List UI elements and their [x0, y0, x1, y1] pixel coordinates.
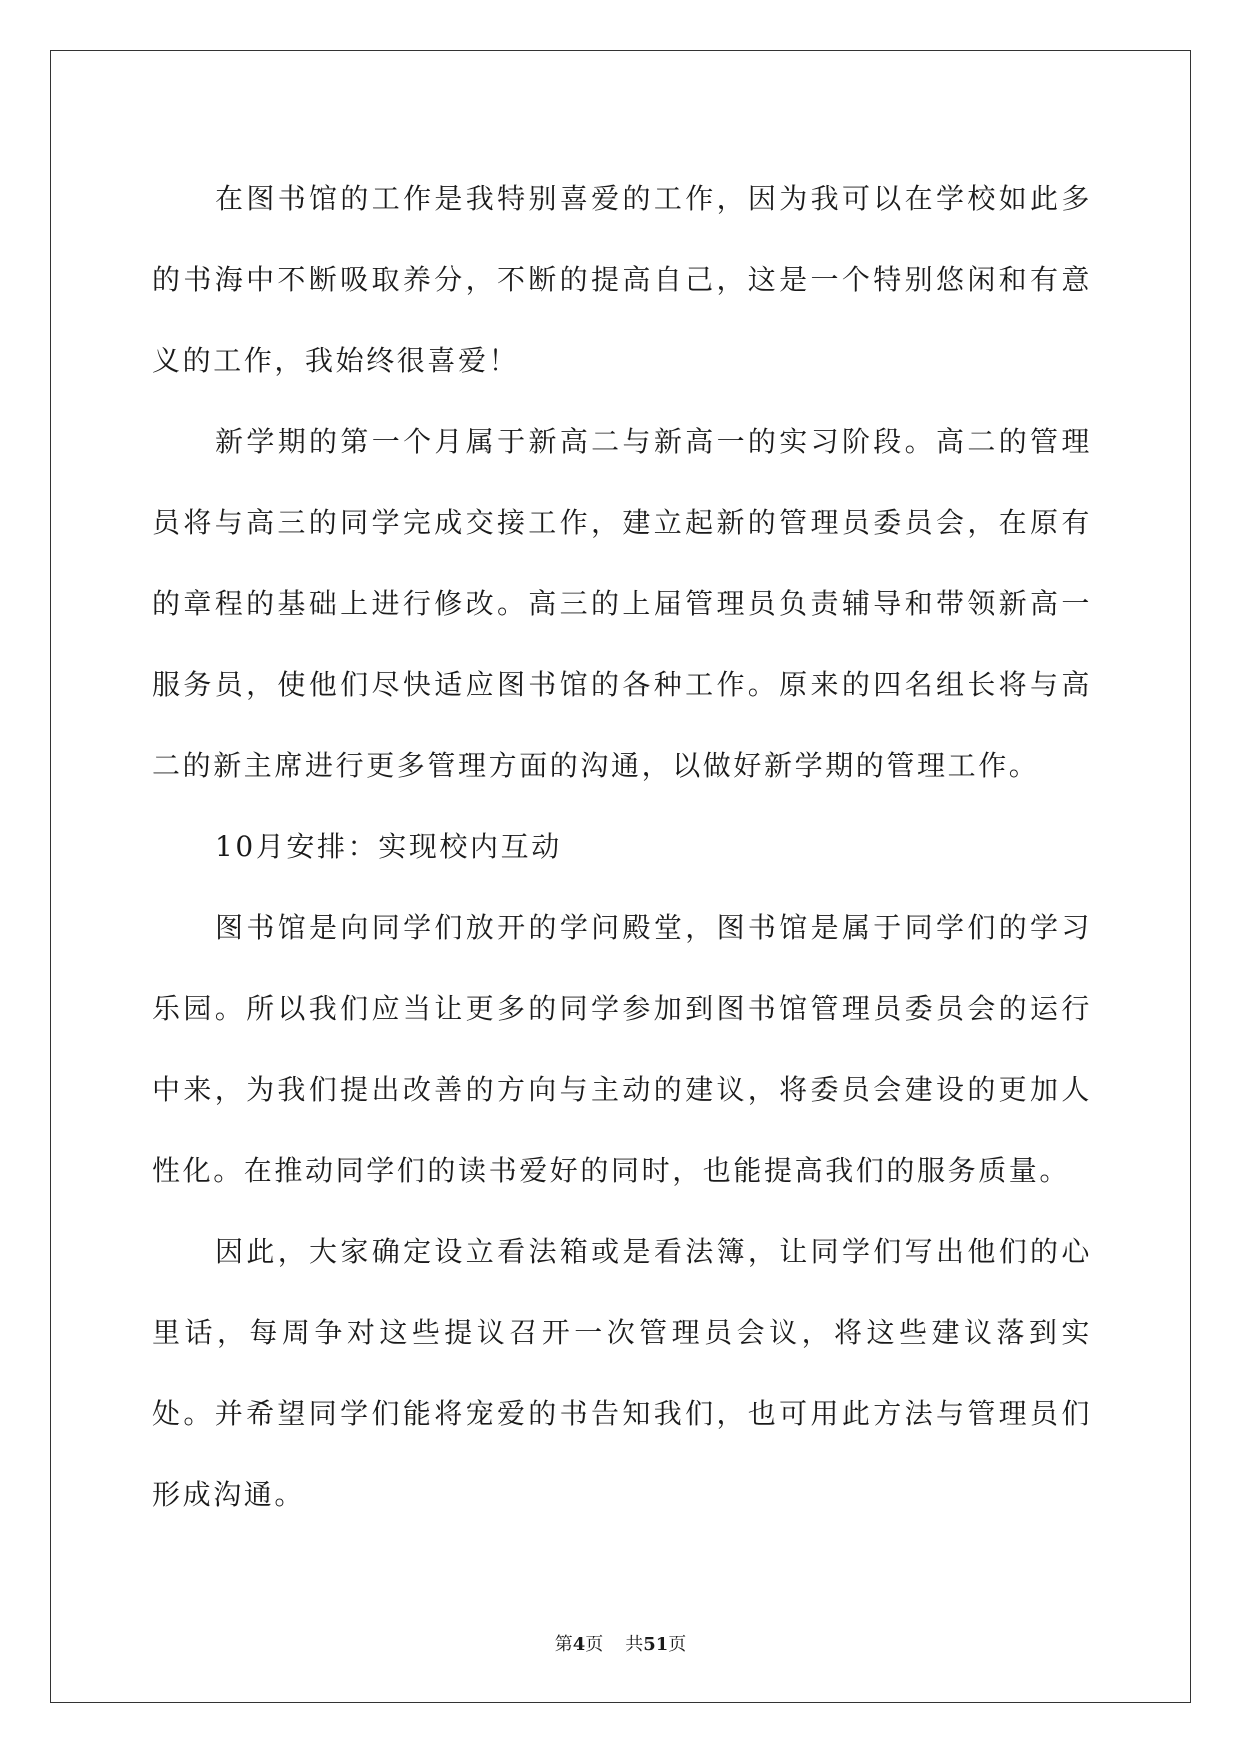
footer-page-suffix: 页	[585, 1634, 604, 1655]
footer-page-number: 4	[572, 1634, 586, 1655]
paragraph-1: 在图书馆的工作是我特别喜爱的工作，因为我可以在学校如此多的书海中不断吸取养分，不断的提高自己，这是一个特别悠闲和有意义的工作，我始终很喜爱！	[152, 182, 1092, 377]
footer-total-suffix: 页	[668, 1634, 687, 1655]
footer-prefix: 第	[554, 1634, 573, 1655]
paragraph-4: 因此，大家确定设立看法箱或是看法簿，让同学们写出他们的心里话，每周争对这些提议召开一次管理员会议，将这些建议落到实处。并希望同学们能将宠爱的书告知我们，也可用此方法与管理员们形成沟通。	[152, 1235, 1092, 1511]
page-footer	[0, 1630, 1241, 1656]
footer-total-prefix: 共	[625, 1634, 644, 1655]
paragraph-2: 新学期的第一个月属于新高二与新高一的实习阶段。高二的管理员将与高三的同学完成交接工作，建立起新的管理员委员会，在原有的章程的基础上进行修改。高三的上届管理员负责辅导和带领新高一服务员，使他们尽快适应图书馆的各种工作。原来的四名组长将与高二的新主席进行更多管理方面的沟通，以做好新学期的管理工作。	[152, 425, 1092, 782]
document-body	[152, 158, 1092, 1535]
footer-total-pages: 51	[643, 1634, 669, 1655]
paragraph-3: 图书馆是向同学们放开的学问殿堂，图书馆是属于同学们的学习乐园。所以我们应当让更多的同学参加到图书馆管理员委员会的运行中来，为我们提出改善的方向与主动的建议，将委员会建设的更加人性化。在推动同学们的读书爱好的同时，也能提高我们的服务质量。	[152, 911, 1092, 1187]
section-heading-october: 10月安排：实现校内互动	[215, 830, 562, 863]
